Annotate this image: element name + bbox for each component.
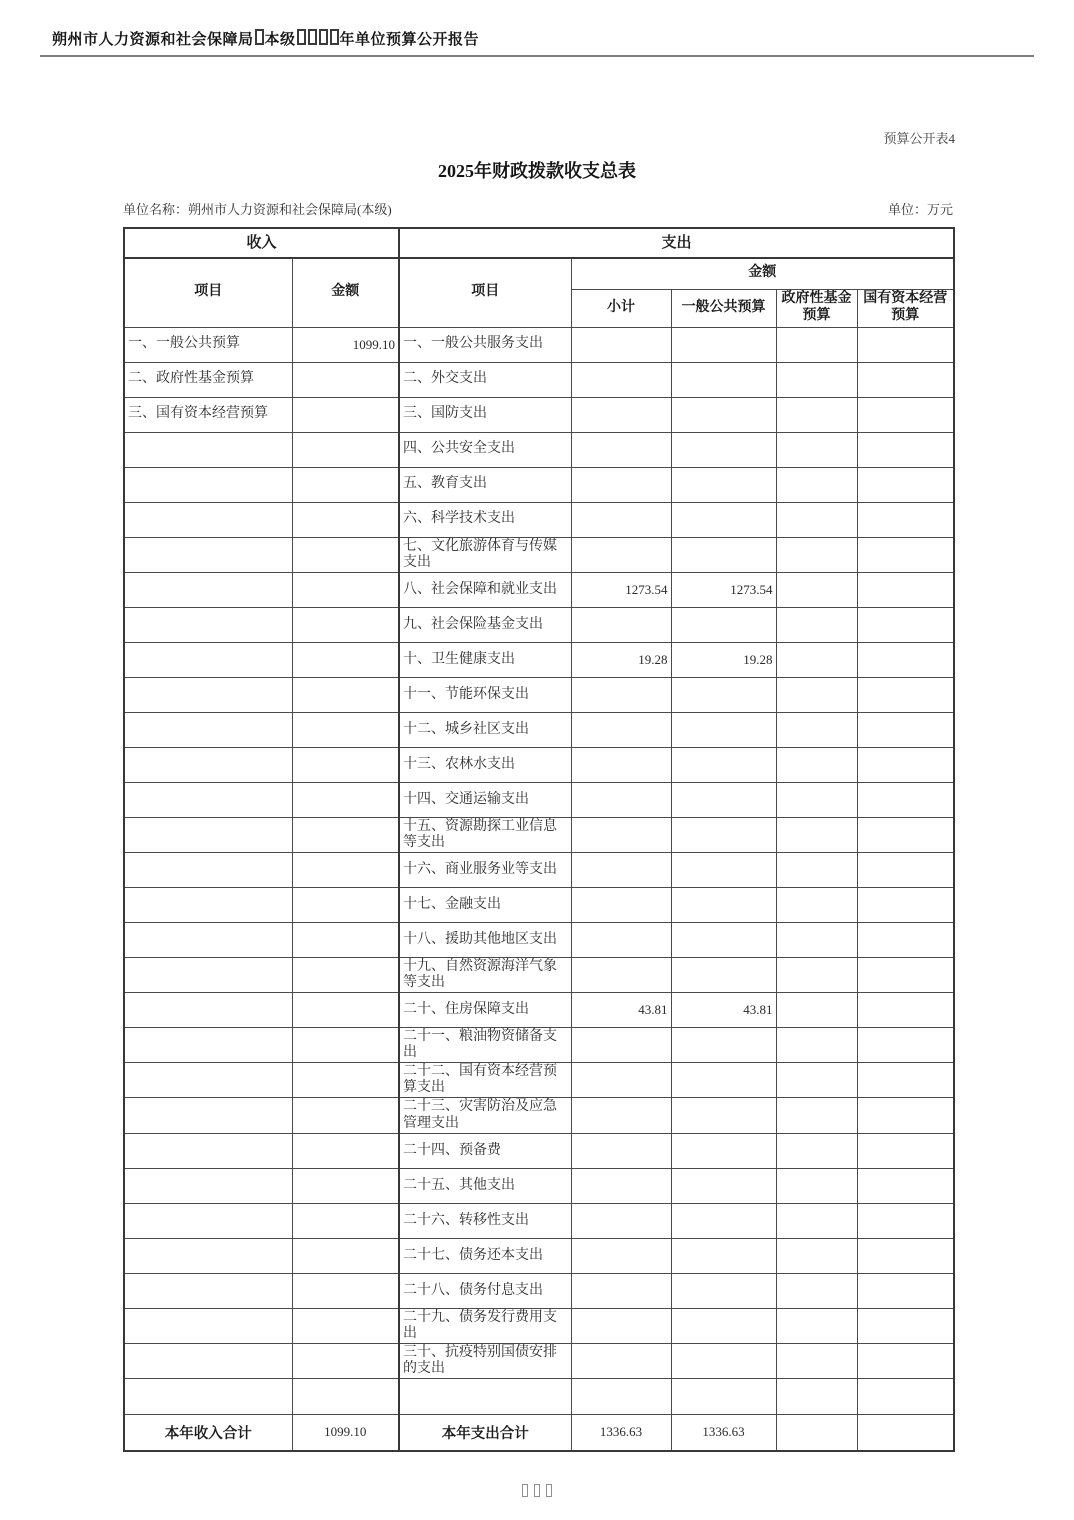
general-public-budget-cell bbox=[671, 1063, 776, 1098]
table-row bbox=[124, 327, 954, 362]
general-public-budget-cell bbox=[671, 467, 776, 502]
subtotal-cell bbox=[571, 747, 671, 782]
general-public-budget-cell bbox=[671, 1028, 776, 1063]
state-capital-budget-cell bbox=[857, 817, 954, 852]
expenditure-item-cell: 十九、自然资源海洋气象等支出 bbox=[399, 957, 571, 992]
table-row bbox=[124, 362, 954, 397]
income-amount-cell bbox=[292, 1168, 399, 1203]
income-item-cell bbox=[124, 852, 292, 887]
general-public-budget-cell bbox=[671, 502, 776, 537]
income-amount-cell bbox=[292, 817, 399, 852]
state-capital-budget-cell bbox=[857, 1343, 954, 1378]
government-fund-budget-cell bbox=[776, 467, 857, 502]
government-fund-budget-cell bbox=[776, 852, 857, 887]
table-row bbox=[124, 1343, 954, 1378]
expenditure-item-cell: 一、一般公共服务支出 bbox=[399, 327, 571, 362]
subtotal-cell bbox=[571, 1308, 671, 1343]
expenditure-general-public-value: 1336.63 bbox=[671, 1415, 776, 1451]
table-row bbox=[124, 712, 954, 747]
subtotal-cell bbox=[571, 1168, 671, 1203]
state-capital-budget-cell bbox=[857, 432, 954, 467]
subtotal-cell bbox=[571, 1238, 671, 1273]
expenditure-amount-header: 金额 bbox=[571, 258, 954, 289]
missing-glyph-box bbox=[522, 1484, 528, 1497]
government-fund-budget-cell bbox=[776, 537, 857, 572]
state-capital-budget-cell bbox=[857, 327, 954, 362]
missing-glyph-box bbox=[308, 29, 317, 45]
subtotal-cell bbox=[571, 852, 671, 887]
general-public-budget-cell bbox=[671, 1273, 776, 1308]
table-row bbox=[124, 467, 954, 502]
income-item-cell bbox=[124, 712, 292, 747]
expenditure-item-cell: 二十九、债务发行费用支出 bbox=[399, 1308, 571, 1343]
expenditure-item-cell: 十八、援助其他地区支出 bbox=[399, 922, 571, 957]
subtotal-cell bbox=[571, 1273, 671, 1308]
table-row bbox=[124, 1098, 954, 1133]
income-amount-cell bbox=[292, 1308, 399, 1343]
state-capital-budget-header: 国有资本经营预算 bbox=[857, 289, 954, 327]
income-amount-cell bbox=[292, 1343, 399, 1378]
income-amount-cell bbox=[292, 1133, 399, 1168]
expenditure-item-cell: 二十五、其他支出 bbox=[399, 1168, 571, 1203]
government-fund-budget-cell bbox=[776, 782, 857, 817]
state-capital-budget-cell bbox=[857, 642, 954, 677]
state-capital-budget-cell bbox=[857, 1133, 954, 1168]
report-title-text: 朔州市人力资源和社会保障局 bbox=[52, 31, 254, 48]
expenditure-item-cell: 四、公共安全支出 bbox=[399, 432, 571, 467]
expenditure-item-cell: 十六、商业服务业等支出 bbox=[399, 852, 571, 887]
meta-row bbox=[123, 199, 953, 218]
government-fund-budget-header: 政府性基金预算 bbox=[776, 289, 857, 327]
report-title-text: 年单位预算公开报告 bbox=[339, 31, 480, 48]
income-amount-cell bbox=[292, 1028, 399, 1063]
government-fund-budget-cell bbox=[776, 1028, 857, 1063]
subtotal-cell bbox=[571, 467, 671, 502]
government-fund-budget-cell bbox=[776, 922, 857, 957]
expenditure-item-cell: 二十六、转移性支出 bbox=[399, 1203, 571, 1238]
income-amount-cell bbox=[292, 1273, 399, 1308]
table-row bbox=[124, 228, 954, 258]
government-fund-budget-cell bbox=[776, 362, 857, 397]
sheet-label: 预算公开表4 bbox=[883, 131, 955, 146]
budget-table-header bbox=[124, 228, 954, 327]
government-fund-budget-cell bbox=[776, 572, 857, 607]
page-title: 2025年财政拨款收支总表 bbox=[438, 161, 636, 181]
state-capital-budget-cell bbox=[857, 957, 954, 992]
state-capital-budget-cell bbox=[857, 362, 954, 397]
state-capital-budget-cell bbox=[857, 502, 954, 537]
income-item-cell: 三、国有资本经营预算 bbox=[124, 397, 292, 432]
government-fund-budget-cell bbox=[776, 712, 857, 747]
expenditure-item-cell bbox=[399, 1379, 571, 1415]
expenditure-item-cell: 二十七、债务还本支出 bbox=[399, 1238, 571, 1273]
income-amount-cell bbox=[292, 887, 399, 922]
state-capital-budget-cell bbox=[857, 1238, 954, 1273]
income-amount-cell bbox=[292, 607, 399, 642]
general-public-budget-cell bbox=[671, 1098, 776, 1133]
table-row bbox=[124, 607, 954, 642]
general-public-budget-cell bbox=[671, 1379, 776, 1415]
report-title-text: 本级 bbox=[264, 31, 296, 48]
expenditure-item-cell: 十五、资源勘探工业信息等支出 bbox=[399, 817, 571, 852]
income-item-cell bbox=[124, 887, 292, 922]
general-public-budget-cell bbox=[671, 1238, 776, 1273]
state-capital-budget-cell bbox=[857, 1273, 954, 1308]
general-public-budget-cell bbox=[671, 537, 776, 572]
subtotal-cell bbox=[571, 957, 671, 992]
government-fund-budget-cell bbox=[776, 397, 857, 432]
state-capital-budget-cell bbox=[857, 397, 954, 432]
general-public-budget-cell bbox=[671, 957, 776, 992]
government-fund-budget-cell bbox=[776, 432, 857, 467]
general-public-budget-cell bbox=[671, 887, 776, 922]
table-row bbox=[124, 1168, 954, 1203]
subtotal-cell: 1273.54 bbox=[571, 572, 671, 607]
income-item-cell bbox=[124, 467, 292, 502]
subtotal-cell bbox=[571, 1343, 671, 1378]
expenditure-item-cell: 十二、城乡社区支出 bbox=[399, 712, 571, 747]
subtotal-cell bbox=[571, 397, 671, 432]
expenditure-item-cell: 二十二、国有资本经营预算支出 bbox=[399, 1063, 571, 1098]
state-capital-budget-cell bbox=[857, 1379, 954, 1415]
missing-glyph-box bbox=[534, 1484, 540, 1497]
general-public-budget-cell bbox=[671, 432, 776, 467]
table-row bbox=[124, 1379, 954, 1415]
state-capital-budget-cell bbox=[857, 747, 954, 782]
table-row bbox=[124, 782, 954, 817]
table-row bbox=[124, 1063, 954, 1098]
subtotal-cell bbox=[571, 922, 671, 957]
subtotal-cell bbox=[571, 1133, 671, 1168]
general-public-budget-cell bbox=[671, 677, 776, 712]
expenditure-section-header: 支出 bbox=[399, 228, 954, 258]
expenditure-item-cell: 十一、节能环保支出 bbox=[399, 677, 571, 712]
expenditure-gov-fund-value bbox=[776, 1415, 857, 1451]
subtotal-cell bbox=[571, 677, 671, 712]
table-row bbox=[124, 1133, 954, 1168]
table-row bbox=[124, 1273, 954, 1308]
table-row bbox=[124, 502, 954, 537]
subtotal-cell bbox=[571, 712, 671, 747]
government-fund-budget-cell bbox=[776, 1133, 857, 1168]
income-item-cell bbox=[124, 1308, 292, 1343]
expenditure-item-cell: 二十八、债务付息支出 bbox=[399, 1273, 571, 1308]
expenditure-item-cell: 二十、住房保障支出 bbox=[399, 993, 571, 1028]
expenditure-item-cell: 三、国防支出 bbox=[399, 397, 571, 432]
income-amount-cell bbox=[292, 782, 399, 817]
government-fund-budget-cell bbox=[776, 1203, 857, 1238]
state-capital-budget-cell bbox=[857, 1028, 954, 1063]
income-item-cell bbox=[124, 572, 292, 607]
state-capital-budget-cell bbox=[857, 922, 954, 957]
income-item-cell bbox=[124, 1238, 292, 1273]
table-row bbox=[124, 258, 954, 289]
general-public-budget-cell bbox=[671, 397, 776, 432]
table-row bbox=[124, 1308, 954, 1343]
income-amount-cell bbox=[292, 747, 399, 782]
income-amount-cell bbox=[292, 502, 399, 537]
government-fund-budget-cell bbox=[776, 1343, 857, 1378]
missing-glyph-box bbox=[297, 29, 306, 45]
government-fund-budget-cell bbox=[776, 1379, 857, 1415]
general-public-budget-cell bbox=[671, 782, 776, 817]
state-capital-budget-cell bbox=[857, 607, 954, 642]
income-item-cell bbox=[124, 1028, 292, 1063]
income-amount-cell bbox=[292, 922, 399, 957]
income-amount-cell bbox=[292, 537, 399, 572]
expenditure-item-header: 项目 bbox=[399, 258, 571, 327]
state-capital-budget-cell bbox=[857, 852, 954, 887]
page-number bbox=[0, 1484, 1074, 1502]
income-item-cell bbox=[124, 607, 292, 642]
expenditure-item-cell: 十四、交通运输支出 bbox=[399, 782, 571, 817]
general-public-budget-cell bbox=[671, 362, 776, 397]
general-public-budget-cell bbox=[671, 747, 776, 782]
subtotal-cell: 43.81 bbox=[571, 993, 671, 1028]
state-capital-budget-cell bbox=[857, 677, 954, 712]
government-fund-budget-cell bbox=[776, 327, 857, 362]
income-amount-cell bbox=[292, 1203, 399, 1238]
income-item-cell bbox=[124, 922, 292, 957]
table-row bbox=[124, 852, 954, 887]
subtotal-cell bbox=[571, 607, 671, 642]
table-row bbox=[124, 747, 954, 782]
income-item-cell bbox=[124, 747, 292, 782]
income-amount-cell bbox=[292, 1379, 399, 1415]
income-item-cell bbox=[124, 817, 292, 852]
income-item-cell bbox=[124, 537, 292, 572]
budget-table-body bbox=[124, 327, 954, 1415]
income-item-header: 项目 bbox=[124, 258, 292, 327]
income-amount-cell bbox=[292, 712, 399, 747]
state-capital-budget-cell bbox=[857, 1168, 954, 1203]
income-amount-cell: 1099.10 bbox=[292, 327, 399, 362]
income-total-label: 本年收入合计 bbox=[124, 1415, 292, 1451]
unit-of-measure-label: 单位：万元 bbox=[887, 202, 953, 217]
income-item-cell: 一、一般公共预算 bbox=[124, 327, 292, 362]
income-item-cell bbox=[124, 677, 292, 712]
income-item-cell bbox=[124, 993, 292, 1028]
subtotal-cell bbox=[571, 537, 671, 572]
state-capital-budget-cell bbox=[857, 467, 954, 502]
subtotal-cell bbox=[571, 817, 671, 852]
general-public-budget-cell bbox=[671, 712, 776, 747]
expenditure-item-cell: 二十四、预备费 bbox=[399, 1133, 571, 1168]
subtotal-cell: 19.28 bbox=[571, 642, 671, 677]
table-row bbox=[124, 1203, 954, 1238]
expenditure-item-cell: 八、社会保障和就业支出 bbox=[399, 572, 571, 607]
government-fund-budget-cell bbox=[776, 642, 857, 677]
income-amount-cell bbox=[292, 432, 399, 467]
table-row bbox=[124, 642, 954, 677]
budget-table-footer bbox=[124, 1415, 954, 1451]
income-item-cell bbox=[124, 1063, 292, 1098]
expenditure-item-cell: 二、外交支出 bbox=[399, 362, 571, 397]
subtotal-cell bbox=[571, 362, 671, 397]
government-fund-budget-cell bbox=[776, 817, 857, 852]
missing-glyph-box bbox=[546, 1484, 552, 1497]
budget-table bbox=[123, 227, 955, 1452]
income-item-cell bbox=[124, 432, 292, 467]
expenditure-item-cell: 十七、金融支出 bbox=[399, 887, 571, 922]
income-item-cell bbox=[124, 1273, 292, 1308]
income-amount-cell bbox=[292, 397, 399, 432]
general-public-budget-cell bbox=[671, 1133, 776, 1168]
income-amount-cell bbox=[292, 1238, 399, 1273]
general-public-budget-cell bbox=[671, 1203, 776, 1238]
general-public-budget-cell bbox=[671, 607, 776, 642]
general-public-budget-cell bbox=[671, 327, 776, 362]
table-row bbox=[124, 397, 954, 432]
income-amount-cell bbox=[292, 852, 399, 887]
state-capital-budget-cell bbox=[857, 1063, 954, 1098]
government-fund-budget-cell bbox=[776, 1238, 857, 1273]
subtotal-cell bbox=[571, 1028, 671, 1063]
government-fund-budget-cell bbox=[776, 1308, 857, 1343]
expenditure-item-cell: 十三、农林水支出 bbox=[399, 747, 571, 782]
income-item-cell bbox=[124, 1098, 292, 1133]
table-row bbox=[124, 1238, 954, 1273]
income-item-cell bbox=[124, 782, 292, 817]
expenditure-state-capital-value bbox=[857, 1415, 954, 1451]
table-row bbox=[124, 1415, 954, 1451]
expenditure-item-cell: 六、科学技术支出 bbox=[399, 502, 571, 537]
income-amount-cell bbox=[292, 1063, 399, 1098]
general-public-budget-cell bbox=[671, 852, 776, 887]
table-row bbox=[124, 432, 954, 467]
state-capital-budget-cell bbox=[857, 712, 954, 747]
government-fund-budget-cell bbox=[776, 1098, 857, 1133]
government-fund-budget-cell bbox=[776, 502, 857, 537]
income-item-cell: 二、政府性基金预算 bbox=[124, 362, 292, 397]
government-fund-budget-cell bbox=[776, 1168, 857, 1203]
general-public-budget-cell: 43.81 bbox=[671, 993, 776, 1028]
income-item-cell bbox=[124, 1379, 292, 1415]
table-row bbox=[124, 957, 954, 992]
income-amount-cell bbox=[292, 642, 399, 677]
income-amount-cell bbox=[292, 957, 399, 992]
income-amount-cell bbox=[292, 993, 399, 1028]
unit-name-label: 单位名称：朔州市人力资源和社会保障局(本级) bbox=[123, 202, 392, 217]
income-item-cell bbox=[124, 502, 292, 537]
missing-glyph-box bbox=[330, 29, 339, 45]
state-capital-budget-cell bbox=[857, 887, 954, 922]
table-row bbox=[124, 1028, 954, 1063]
general-public-budget-cell bbox=[671, 1343, 776, 1378]
subtotal-cell bbox=[571, 1063, 671, 1098]
income-total-value: 1099.10 bbox=[292, 1415, 399, 1451]
general-public-budget-cell bbox=[671, 922, 776, 957]
subtotal-cell bbox=[571, 432, 671, 467]
report-header-title bbox=[40, 26, 1034, 57]
state-capital-budget-cell bbox=[857, 537, 954, 572]
expenditure-subtotal-value: 1336.63 bbox=[571, 1415, 671, 1451]
state-capital-budget-cell bbox=[857, 1203, 954, 1238]
income-item-cell bbox=[124, 642, 292, 677]
subtotal-cell bbox=[571, 1098, 671, 1133]
state-capital-budget-cell bbox=[857, 572, 954, 607]
table-row bbox=[124, 537, 954, 572]
government-fund-budget-cell bbox=[776, 957, 857, 992]
expenditure-item-cell: 三十、抗疫特别国债安排的支出 bbox=[399, 1343, 571, 1378]
table-row bbox=[124, 572, 954, 607]
table-row bbox=[124, 993, 954, 1028]
state-capital-budget-cell bbox=[857, 993, 954, 1028]
income-amount-cell bbox=[292, 1098, 399, 1133]
general-public-budget-cell bbox=[671, 1308, 776, 1343]
expenditure-item-cell: 七、文化旅游体育与传媒支出 bbox=[399, 537, 571, 572]
government-fund-budget-cell bbox=[776, 747, 857, 782]
expenditure-total-label: 本年支出合计 bbox=[399, 1415, 571, 1451]
table-row bbox=[124, 922, 954, 957]
income-amount-cell bbox=[292, 677, 399, 712]
government-fund-budget-cell bbox=[776, 1273, 857, 1308]
subtotal-header: 小计 bbox=[571, 289, 671, 327]
income-item-cell bbox=[124, 1203, 292, 1238]
general-public-budget-cell bbox=[671, 1168, 776, 1203]
government-fund-budget-cell bbox=[776, 887, 857, 922]
subtotal-cell bbox=[571, 782, 671, 817]
expenditure-item-cell: 九、社会保险基金支出 bbox=[399, 607, 571, 642]
general-public-budget-cell: 19.28 bbox=[671, 642, 776, 677]
state-capital-budget-cell bbox=[857, 782, 954, 817]
state-capital-budget-cell bbox=[857, 1308, 954, 1343]
missing-glyph-box bbox=[255, 29, 264, 45]
government-fund-budget-cell bbox=[776, 1063, 857, 1098]
income-amount-header: 金额 bbox=[292, 258, 399, 327]
income-amount-cell bbox=[292, 362, 399, 397]
income-item-cell bbox=[124, 1133, 292, 1168]
table-row bbox=[124, 677, 954, 712]
government-fund-budget-cell bbox=[776, 993, 857, 1028]
government-fund-budget-cell bbox=[776, 607, 857, 642]
income-item-cell bbox=[124, 1343, 292, 1378]
general-public-budget-header: 一般公共预算 bbox=[671, 289, 776, 327]
table-row bbox=[124, 887, 954, 922]
government-fund-budget-cell bbox=[776, 677, 857, 712]
income-amount-cell bbox=[292, 467, 399, 502]
subtotal-cell bbox=[571, 327, 671, 362]
missing-glyph-box bbox=[319, 29, 328, 45]
subtotal-cell bbox=[571, 887, 671, 922]
state-capital-budget-cell bbox=[857, 1098, 954, 1133]
income-item-cell bbox=[124, 1168, 292, 1203]
income-amount-cell bbox=[292, 572, 399, 607]
general-public-budget-cell: 1273.54 bbox=[671, 572, 776, 607]
expenditure-item-cell: 二十三、灾害防治及应急管理支出 bbox=[399, 1098, 571, 1133]
general-public-budget-cell bbox=[671, 817, 776, 852]
income-section-header: 收入 bbox=[124, 228, 399, 258]
expenditure-item-cell: 五、教育支出 bbox=[399, 467, 571, 502]
table-row bbox=[124, 817, 954, 852]
subtotal-cell bbox=[571, 1203, 671, 1238]
subtotal-cell bbox=[571, 1379, 671, 1415]
income-item-cell bbox=[124, 957, 292, 992]
expenditure-item-cell: 二十一、粮油物资储备支出 bbox=[399, 1028, 571, 1063]
subtotal-cell bbox=[571, 502, 671, 537]
expenditure-item-cell: 十、卫生健康支出 bbox=[399, 642, 571, 677]
